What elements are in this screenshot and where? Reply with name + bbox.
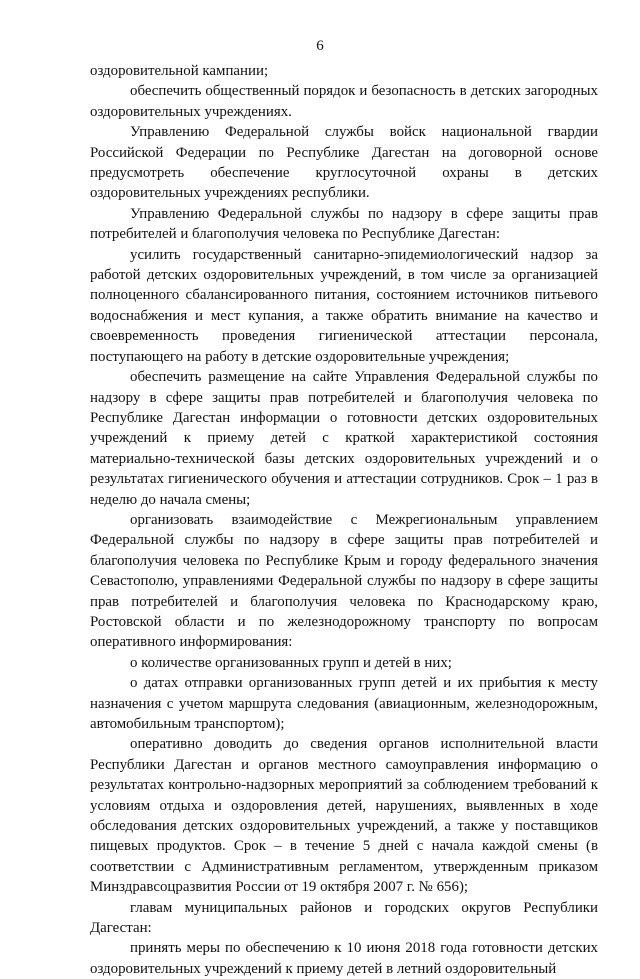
- paragraph-5: усилить государственный санитарно-эпидемиологический надзор за работой детских оздоровительных учреждений, в том числе за организацией полноценного сбалансированного питания, состоянием источников питьевого водоснабжения и мест купания, а также обратить внимание на качество и своевременность проведения гигиенической аттестации персонала, поступающего на работу в детские оздоровительные учреждения;: [90, 246, 598, 365]
- paragraph-2: обеспечить общественный порядок и безопасность в детских загородных оздоровительных учреждениях.: [90, 83, 598, 120]
- page-number: 6: [316, 38, 324, 54]
- document-body: [90, 61, 598, 979]
- paragraph-3: Управлению Федеральной службы войск национальной гвардии Российской Федерации по Республике Дагестан на договорной основе предусмотреть обеспечение круглосуточной охраны в детских оздоровительных учреждениях республики.: [90, 124, 598, 202]
- paragraph-11: главам муниципальных районов и городских округов Республики Дагестан:: [90, 899, 598, 937]
- paragraph-8: о количестве организованных групп и детей в них;: [130, 654, 452, 671]
- paragraph-4: Управлению Федеральной службы по надзору в сфере защиты прав потребителей и благополучия человека по Республике Дагестан:: [90, 205, 598, 243]
- paragraph-9: о датах отправки организованных групп детей и их прибытия к месту назначения с учетом маршрута следования (авиационным, железнодорожным, автомобильным транспортом);: [90, 675, 598, 732]
- paragraph-7: организовать взаимодействие с Межрегиональным управлением Федеральной службы по надзору в сфере защиты прав потребителей и благополучия человека по Республике Крым и городу федерального значения Севастополю, управлениями Федеральной службы по надзору в сфере защиты прав потребителей и благополучия человека по Краснодарскому краю, Ростовской области и по железнодорожному транспорту по вопросам оперативного информирования:: [90, 511, 598, 651]
- paragraph-1: оздоровительной кампании;: [90, 63, 269, 79]
- paragraph-12: принять меры по обеспечению к 10 июня 2018 года готовности детских оздоровительных учреждений к приему детей в летний оздоровительный: [90, 940, 598, 977]
- paragraph-6: обеспечить размещение на сайте Управления Федеральной службы по надзору в сфере защиты прав потребителей и благополучия человека по Республике Дагестан информации о готовности детских оздоровительных учреждений к приему детей с краткой характеристикой состояния материально-технической базы детских оздоровительных учреждений и о результатах гигиенического обучения и аттестации сотрудников. Срок – 1 раз в неделю до начала смены;: [90, 369, 598, 508]
- paragraph-10: оперативно доводить до сведения органов исполнительной власти Республики Дагестан и органов местного самоуправления информацию о результатах контрольно-надзорных мероприятий за соблюдением требований к условиям отдыха и оздоровления детей, нарушениях, выявленных в ходе обследования детских оздоровительных учреждений, а также у поставщиков пищевых продуктов. Срок – в течение 5 дней с начала каждой смены (в соответствии с Административным регламентом, утвержденным приказом Минздравсоцразвития России от 19 октября 2007 г. № 656);: [90, 736, 598, 896]
